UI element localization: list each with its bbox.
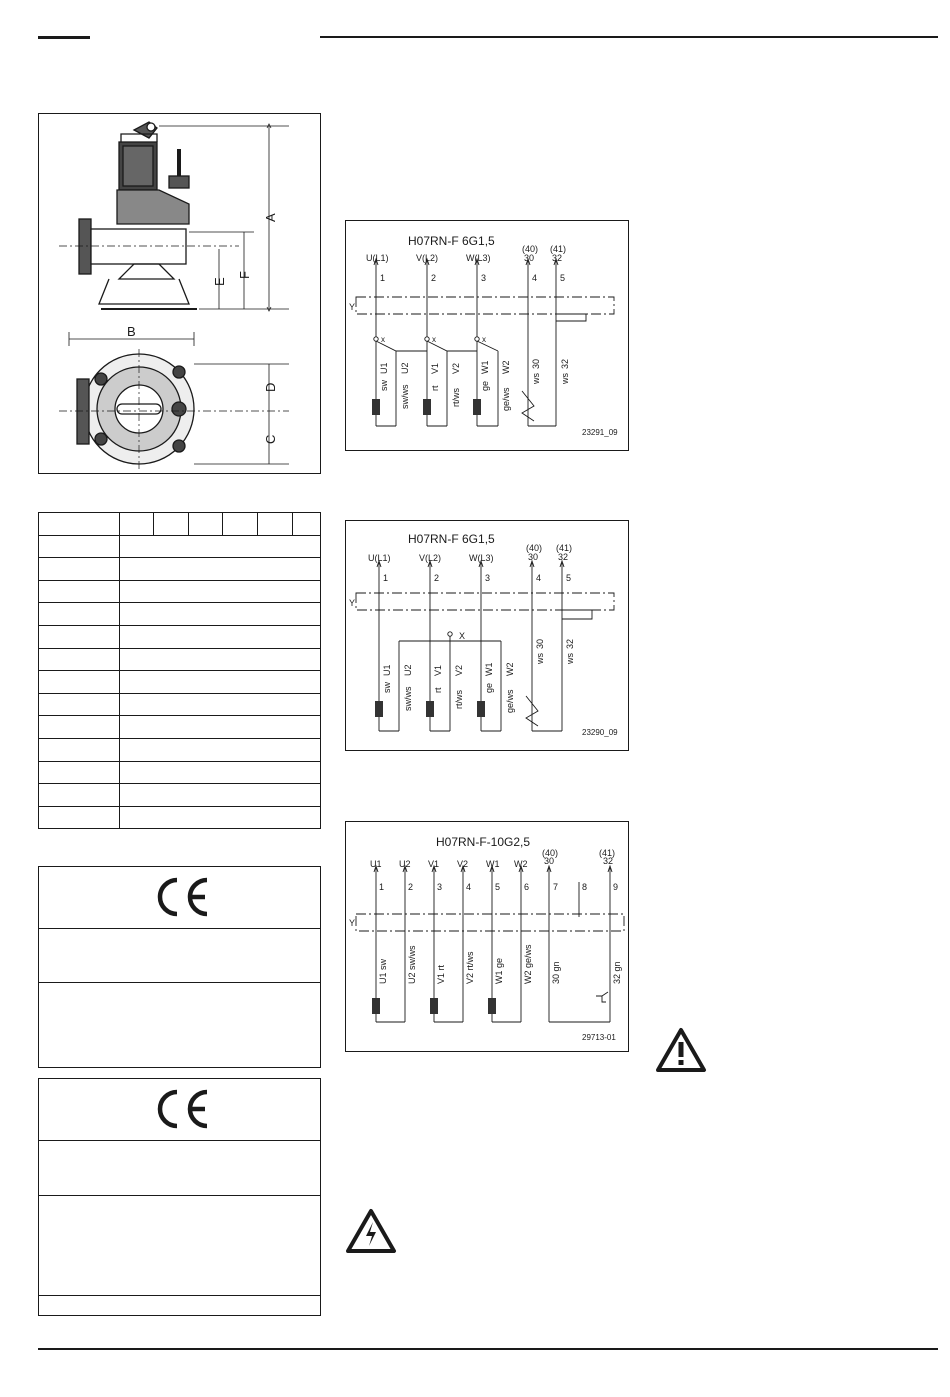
- svg-text:32: 32: [558, 552, 569, 562]
- svg-text:sw: sw: [382, 682, 392, 693]
- ce-mark-icon: [151, 1088, 211, 1130]
- svg-text:sw/ws: sw/ws: [403, 686, 413, 711]
- svg-text:V1: V1: [433, 664, 443, 676]
- pump-dimension-drawing: [38, 113, 321, 474]
- svg-text:x: x: [482, 335, 486, 344]
- svg-text:32 gn: 32 gn: [612, 961, 622, 984]
- svg-text:rt/ws: rt/ws: [451, 388, 461, 407]
- dim-label-e: E: [212, 277, 227, 286]
- svg-text:V1: V1: [430, 362, 440, 374]
- svg-text:32: 32: [603, 856, 614, 866]
- table-header-row: [39, 513, 321, 536]
- diagram-3-code: 29713-01: [582, 1033, 616, 1042]
- svg-text:30: 30: [531, 358, 541, 369]
- svg-text:5: 5: [495, 882, 501, 892]
- svg-text:2: 2: [431, 273, 437, 283]
- svg-text:(40): (40): [526, 543, 543, 553]
- svg-text:V2: V2: [457, 859, 469, 869]
- svg-text:W2: W2: [501, 360, 511, 374]
- svg-text:(41): (41): [556, 543, 573, 553]
- svg-text:1: 1: [380, 273, 386, 283]
- svg-text:V(L2): V(L2): [419, 553, 442, 563]
- svg-text:x: x: [432, 335, 436, 344]
- table-row: [39, 603, 321, 626]
- svg-text:rt/ws: rt/ws: [454, 690, 464, 709]
- table-row: [39, 558, 321, 581]
- svg-text:W(L3): W(L3): [466, 253, 491, 263]
- svg-text:5: 5: [566, 573, 572, 583]
- svg-text:V2: V2: [451, 362, 461, 374]
- svg-text:7: 7: [553, 882, 559, 892]
- svg-text:X: X: [459, 631, 466, 641]
- svg-text:(40): (40): [542, 848, 559, 858]
- table-row: [39, 625, 321, 648]
- svg-text:32: 32: [565, 638, 575, 649]
- svg-text:ge: ge: [484, 682, 494, 693]
- footer-rule: [38, 1348, 938, 1350]
- svg-text:30: 30: [528, 552, 539, 562]
- diagram-1-code: 23291_09: [582, 428, 618, 437]
- table-row: [39, 738, 321, 761]
- svg-text:5: 5: [560, 273, 566, 283]
- svg-text:6: 6: [524, 882, 530, 892]
- dim-label-c: C: [263, 434, 278, 444]
- svg-text:sw: sw: [379, 380, 389, 391]
- dim-label-b: B: [127, 324, 136, 339]
- svg-text:(41): (41): [550, 244, 567, 254]
- svg-text:x: x: [381, 335, 385, 344]
- caution-triangle-icon: [655, 1027, 707, 1073]
- svg-text:ws: ws: [565, 653, 575, 664]
- wiring-diagram-1: [345, 220, 629, 451]
- svg-text:30: 30: [524, 253, 535, 263]
- svg-text:ge/ws: ge/ws: [501, 387, 511, 411]
- table-row: [39, 761, 321, 784]
- svg-text:30 gn: 30 gn: [551, 961, 561, 984]
- table-row: [39, 535, 321, 558]
- svg-text:U1: U1: [370, 859, 382, 869]
- header-rule-right: [320, 36, 938, 38]
- ce-certificate-box-2: [38, 1078, 321, 1316]
- table-row: [39, 648, 321, 671]
- svg-text:Y: Y: [349, 302, 356, 312]
- svg-text:V2: V2: [454, 664, 464, 676]
- svg-text:rt: rt: [433, 687, 443, 693]
- svg-text:4: 4: [536, 573, 542, 583]
- diagram-3-cable: H07RN-F-10G2,5: [436, 835, 531, 849]
- svg-text:U1: U1: [379, 362, 389, 374]
- diagram-2-cable: H07RN-F 6G1,5: [408, 532, 495, 546]
- header-rule-left: [38, 36, 90, 39]
- svg-text:32: 32: [560, 358, 570, 369]
- svg-text:W(L3): W(L3): [469, 553, 494, 563]
- ce-mark-icon: [151, 876, 211, 918]
- diagram-1-cable: H07RN-F 6G1,5: [408, 234, 495, 248]
- svg-text:U2: U2: [400, 362, 410, 374]
- svg-text:W1: W1: [486, 859, 500, 869]
- svg-text:W2: W2: [514, 859, 528, 869]
- electric-hazard-triangle-icon: [345, 1208, 397, 1254]
- svg-text:Y: Y: [349, 918, 356, 928]
- dim-label-f: F: [237, 271, 252, 279]
- svg-text:U(L1): U(L1): [366, 253, 389, 263]
- svg-text:U1: U1: [382, 664, 392, 676]
- svg-text:W2: W2: [505, 662, 515, 676]
- table-row: [39, 671, 321, 694]
- svg-text:3: 3: [481, 273, 487, 283]
- dim-label-d: D: [263, 382, 278, 392]
- svg-text:sw/ws: sw/ws: [400, 384, 410, 409]
- wiring-diagram-2: [345, 520, 629, 751]
- svg-text:2: 2: [434, 573, 440, 583]
- ce-certificate-box-1: [38, 866, 321, 1068]
- table-row: [39, 716, 321, 739]
- pump-drawing-svg: [39, 114, 320, 473]
- table-row: [39, 693, 321, 716]
- svg-text:3: 3: [485, 573, 491, 583]
- svg-text:(40): (40): [522, 244, 539, 254]
- svg-text:W1: W1: [480, 360, 490, 374]
- svg-text:ws: ws: [535, 653, 545, 664]
- svg-text:1: 1: [383, 573, 389, 583]
- svg-text:V1 rt: V1 rt: [436, 964, 446, 984]
- svg-text:V1: V1: [428, 859, 440, 869]
- svg-text:2: 2: [408, 882, 414, 892]
- svg-text:ge: ge: [480, 380, 490, 391]
- svg-text:W1 ge: W1 ge: [494, 957, 504, 984]
- table-row: [39, 580, 321, 603]
- svg-text:U(L1): U(L1): [368, 553, 391, 563]
- svg-text:4: 4: [532, 273, 538, 283]
- dim-label-a: A: [263, 213, 278, 222]
- svg-text:U1 sw: U1 sw: [378, 958, 388, 984]
- svg-text:(41): (41): [599, 848, 616, 858]
- svg-text:W1: W1: [484, 662, 494, 676]
- svg-text:rt: rt: [430, 385, 440, 391]
- table-row: [39, 784, 321, 807]
- svg-text:V2 rt/ws: V2 rt/ws: [465, 951, 475, 984]
- svg-text:W2 ge/ws: W2 ge/ws: [523, 944, 533, 984]
- svg-text:U2: U2: [403, 664, 413, 676]
- svg-text:U2 sw/ws: U2 sw/ws: [407, 945, 417, 984]
- wiring-diagram-3: [345, 821, 629, 1052]
- svg-text:32: 32: [552, 253, 563, 263]
- diagram-2-code: 23290_09: [582, 728, 618, 737]
- svg-text:ge/ws: ge/ws: [505, 689, 515, 713]
- table-row: [39, 806, 321, 829]
- svg-text:ws: ws: [560, 373, 570, 384]
- svg-text:8: 8: [582, 882, 588, 892]
- svg-text:Y: Y: [349, 598, 356, 608]
- svg-text:30: 30: [535, 638, 545, 649]
- svg-text:V(L2): V(L2): [416, 253, 439, 263]
- svg-text:1: 1: [379, 882, 385, 892]
- svg-text:3: 3: [437, 882, 443, 892]
- svg-text:4: 4: [466, 882, 472, 892]
- technical-data-table: [38, 512, 321, 829]
- svg-text:30: 30: [544, 856, 555, 866]
- svg-text:9: 9: [613, 882, 619, 892]
- svg-text:U2: U2: [399, 859, 411, 869]
- svg-text:ws: ws: [531, 373, 541, 384]
